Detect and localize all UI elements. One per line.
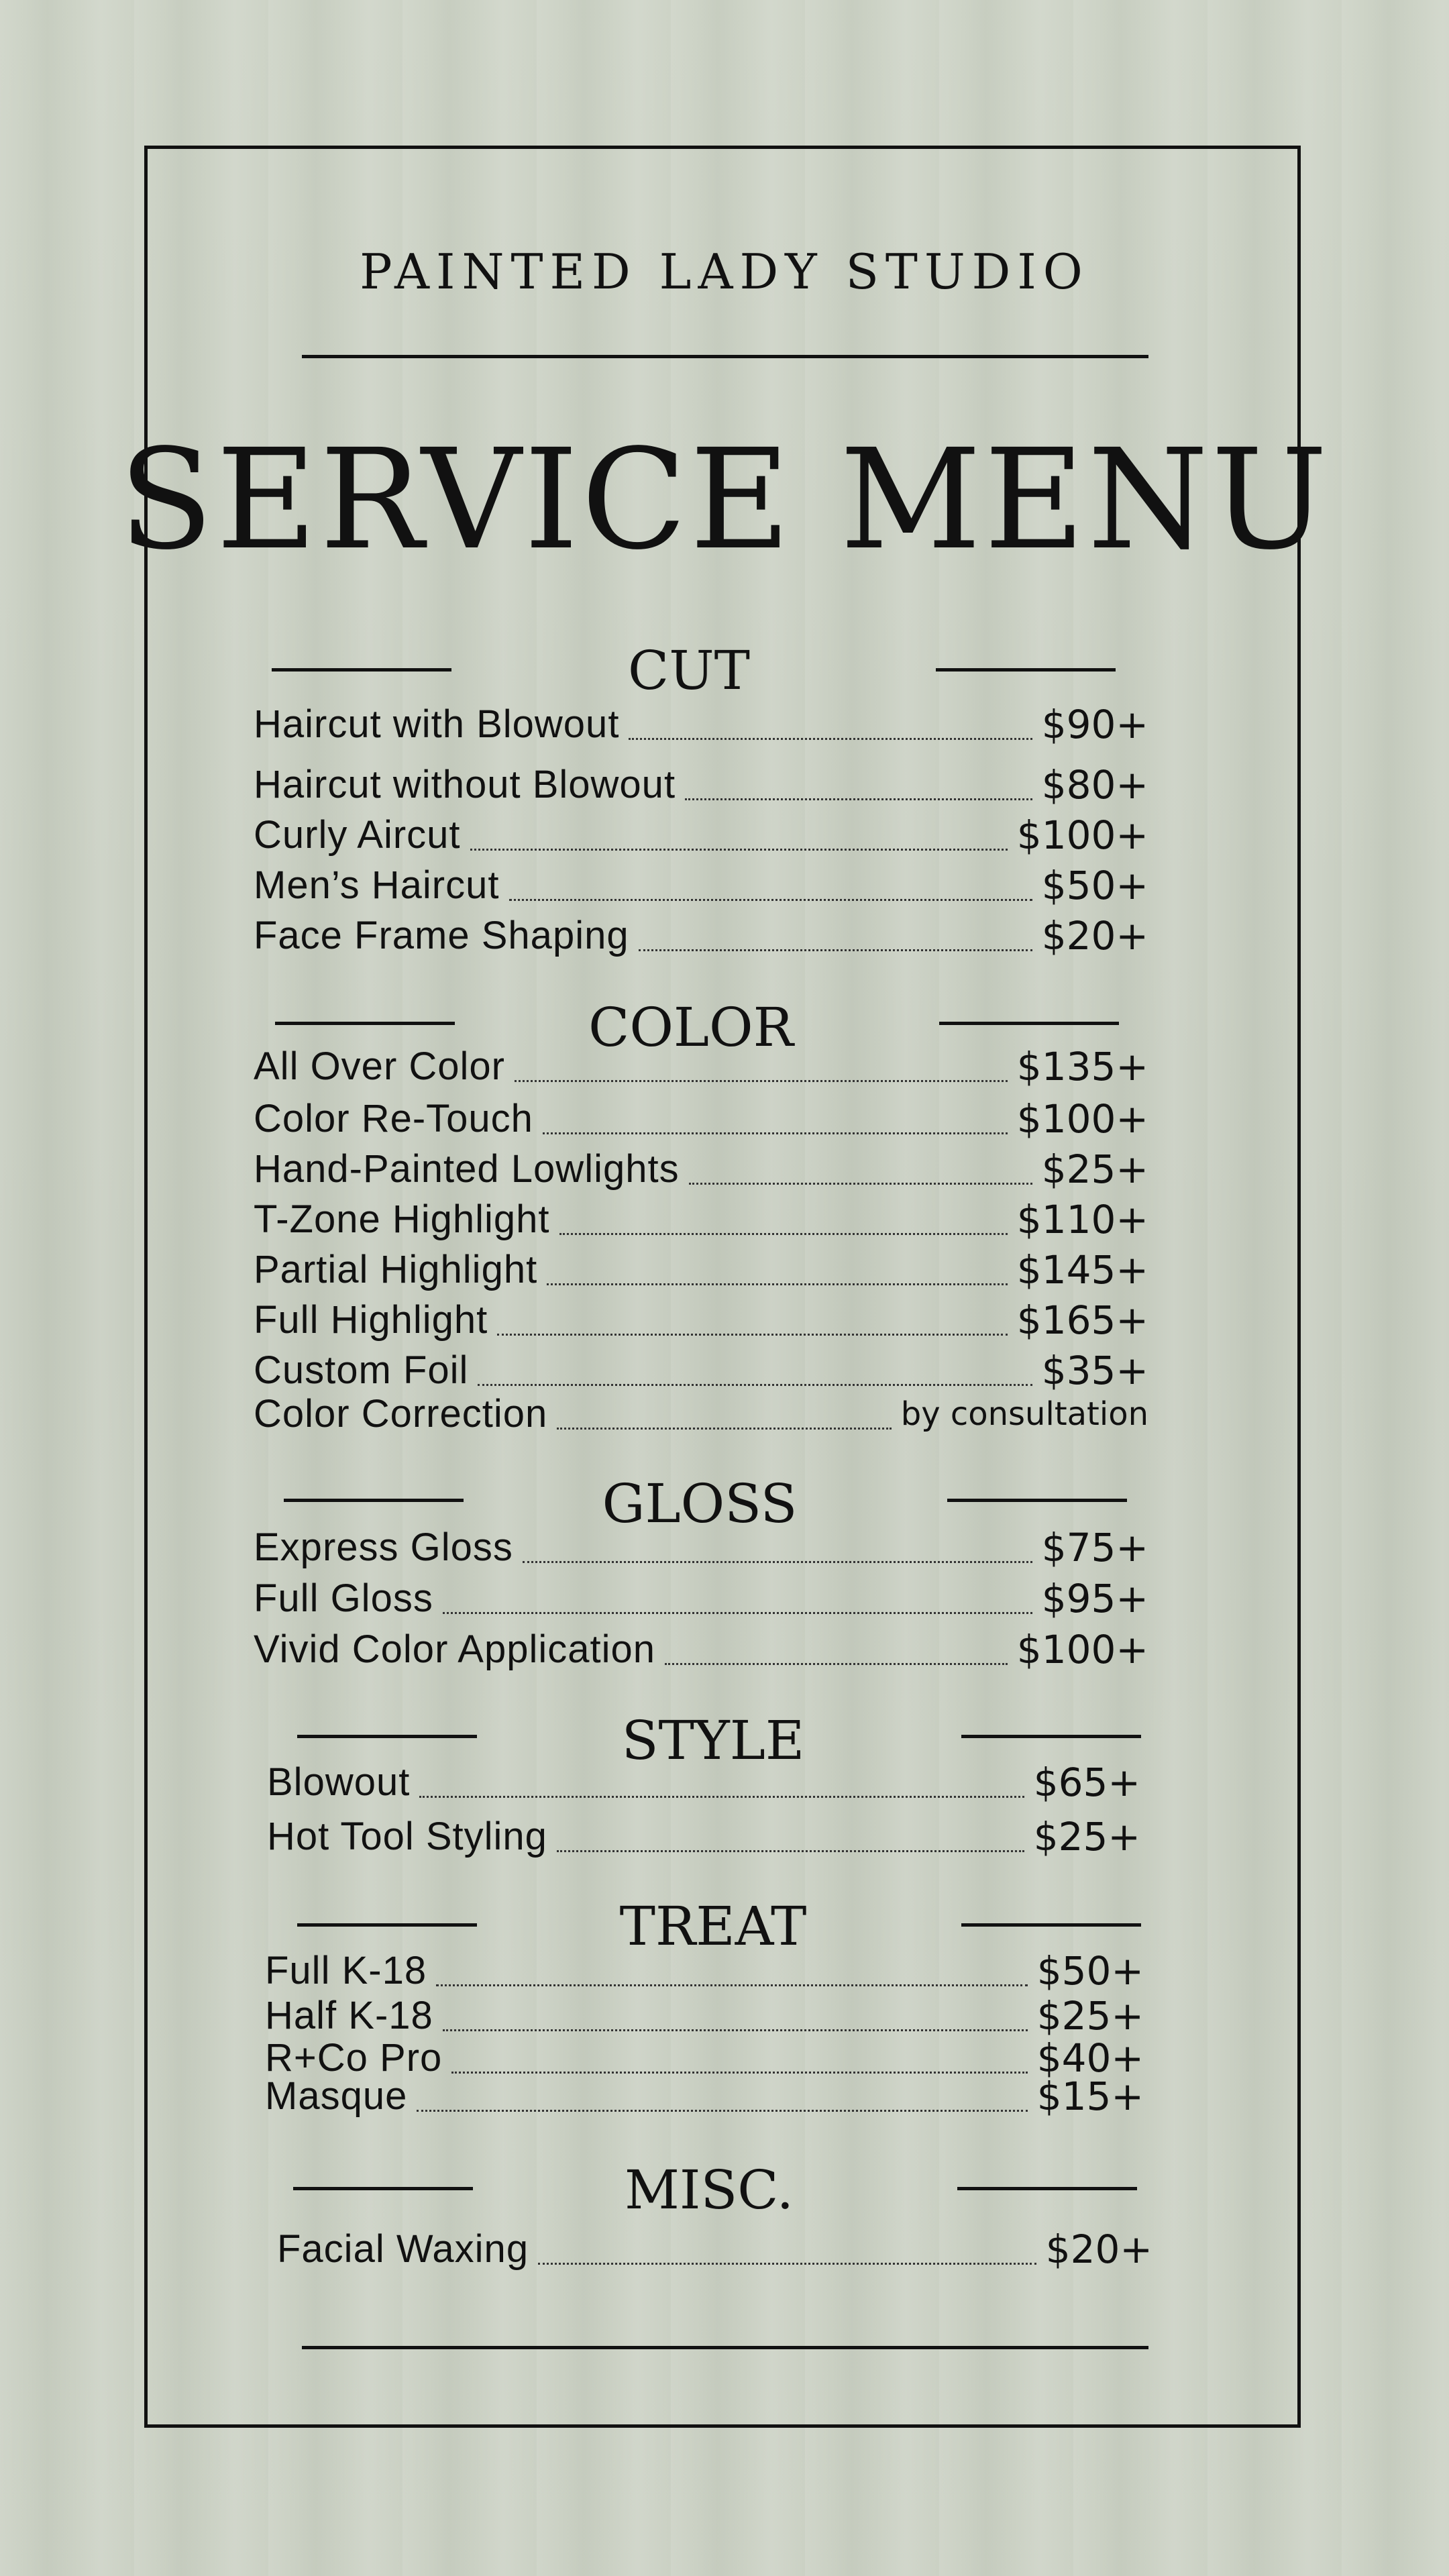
service-name: Half K-18	[265, 1994, 433, 2037]
studio-name: PAINTED LADY STUDIO	[360, 244, 1089, 300]
menu-item	[254, 1297, 1148, 1344]
dot-leader	[523, 1561, 1032, 1563]
section-title-gloss: GLOSS	[602, 1472, 798, 1535]
service-price: $50+	[1041, 863, 1148, 908]
service-price: $100+	[1016, 812, 1148, 858]
service-name: Vivid Color Application	[254, 1627, 656, 1671]
section-rule-right	[939, 1022, 1119, 1025]
dot-leader	[443, 2029, 1028, 2031]
dot-leader	[557, 1850, 1024, 1852]
section-title-treat: TREAT	[619, 1895, 807, 1957]
service-price: $145+	[1016, 1247, 1148, 1293]
section-rule-right	[947, 1499, 1127, 1502]
service-price: $25+	[1033, 1814, 1140, 1860]
service-price: $100+	[1016, 1627, 1148, 1672]
header-divider	[302, 355, 1148, 358]
service-price: $20+	[1041, 913, 1148, 959]
service-name: Custom Foil	[254, 1348, 469, 1392]
service-price: $135+	[1016, 1044, 1148, 1089]
service-name: Masque	[265, 2074, 408, 2118]
service-price: $80+	[1041, 762, 1148, 808]
section-rule-right	[936, 668, 1116, 672]
menu-item	[277, 2226, 1152, 2273]
section-rule-left	[297, 1735, 477, 1738]
dot-leader	[557, 1428, 891, 1430]
service-name: Partial Highlight	[254, 1248, 538, 1291]
menu-item	[254, 812, 1148, 859]
service-name: Blowout	[267, 1760, 411, 1804]
dot-leader	[538, 2263, 1036, 2265]
dot-leader	[689, 1183, 1032, 1185]
menu-item	[254, 1626, 1148, 1673]
service-name: Face Frame Shaping	[254, 914, 629, 957]
dot-leader	[547, 1283, 1008, 1285]
service-price: $110+	[1016, 1197, 1148, 1242]
service-name: Men’s Haircut	[254, 863, 500, 907]
service-price: $50+	[1036, 1948, 1144, 1994]
menu-item	[267, 1813, 1140, 1860]
service-price: $20+	[1045, 2226, 1152, 2272]
service-price: $15+	[1036, 2074, 1144, 2119]
menu-item	[254, 1196, 1148, 1243]
service-name: Hand-Painted Lowlights	[254, 1147, 680, 1191]
menu-item	[254, 912, 1148, 959]
service-name: Color Correction	[254, 1392, 548, 1436]
section-title-style: STYLE	[621, 1709, 805, 1772]
section-title-cut: CUT	[628, 639, 750, 702]
menu-item	[254, 1246, 1148, 1293]
service-name: Express Gloss	[254, 1525, 513, 1569]
dot-leader	[478, 1384, 1032, 1386]
section-rule-left	[272, 668, 451, 672]
dot-leader	[559, 1233, 1008, 1235]
service-name: Color Re-Touch	[254, 1097, 533, 1140]
service-name: T-Zone Highlight	[254, 1197, 550, 1241]
dot-leader	[417, 2110, 1027, 2112]
service-price: $65+	[1033, 1760, 1140, 1805]
service-price: $25+	[1041, 1146, 1148, 1192]
service-name: Full K-18	[265, 1949, 427, 1992]
service-price: $25+	[1036, 1993, 1144, 2039]
dot-leader	[685, 798, 1032, 800]
service-name: Full Gloss	[254, 1576, 433, 1620]
dot-leader	[515, 1080, 1008, 1082]
menu-item	[254, 1575, 1148, 1622]
service-name: Full Highlight	[254, 1298, 488, 1342]
service-name: Curly Aircut	[254, 813, 461, 857]
section-title-color: COLOR	[588, 996, 794, 1059]
service-name: Hot Tool Styling	[267, 1815, 547, 1858]
service-name: Facial Waxing	[277, 2227, 529, 2271]
dot-leader	[665, 1663, 1008, 1665]
service-price: $95+	[1041, 1576, 1148, 1621]
dot-leader	[470, 849, 1008, 851]
service-price: $35+	[1041, 1348, 1148, 1393]
menu-item	[265, 1947, 1144, 1994]
dot-leader	[443, 1612, 1032, 1614]
service-price: by consultation	[900, 1395, 1148, 1433]
section-rule-right	[957, 2187, 1137, 2190]
menu-item	[254, 761, 1148, 808]
dot-leader	[509, 899, 1032, 901]
service-name: R+Co Pro	[265, 2036, 443, 2080]
menu-item	[254, 1043, 1148, 1090]
menu-item	[254, 1391, 1148, 1438]
service-price: $40+	[1036, 2035, 1144, 2081]
service-name: Haircut with Blowout	[254, 702, 620, 746]
dot-leader	[436, 1984, 1028, 1986]
page-title: SERVICE MENU	[118, 419, 1331, 580]
section-rule-right	[961, 1735, 1141, 1738]
service-price: $90+	[1041, 702, 1148, 747]
menu-item	[254, 701, 1148, 748]
menu-item	[254, 1347, 1148, 1394]
menu-item	[254, 862, 1148, 909]
menu-item	[265, 2073, 1144, 2120]
dot-leader	[629, 738, 1032, 740]
section-rule-left	[293, 2187, 473, 2190]
service-price: $75+	[1041, 1525, 1148, 1570]
service-name: Haircut without Blowout	[254, 763, 676, 806]
section-rule-left	[284, 1499, 464, 1502]
menu-item	[254, 1524, 1148, 1571]
dot-leader	[497, 1334, 1008, 1336]
section-rule-left	[297, 1923, 477, 1927]
menu-item	[254, 1095, 1148, 1142]
dot-leader	[639, 949, 1032, 951]
service-price: $100+	[1016, 1096, 1148, 1142]
dot-leader	[543, 1132, 1008, 1134]
service-name: All Over Color	[254, 1044, 505, 1088]
menu-item	[267, 1759, 1140, 1806]
dot-leader	[419, 1796, 1024, 1798]
section-title-misc: MISC.	[624, 2159, 794, 2221]
section-rule-right	[961, 1923, 1141, 1927]
menu-item	[265, 1992, 1144, 2039]
footer-divider	[302, 2346, 1148, 2349]
menu-item	[254, 1146, 1148, 1193]
service-price: $165+	[1016, 1297, 1148, 1343]
section-rule-left	[275, 1022, 455, 1025]
